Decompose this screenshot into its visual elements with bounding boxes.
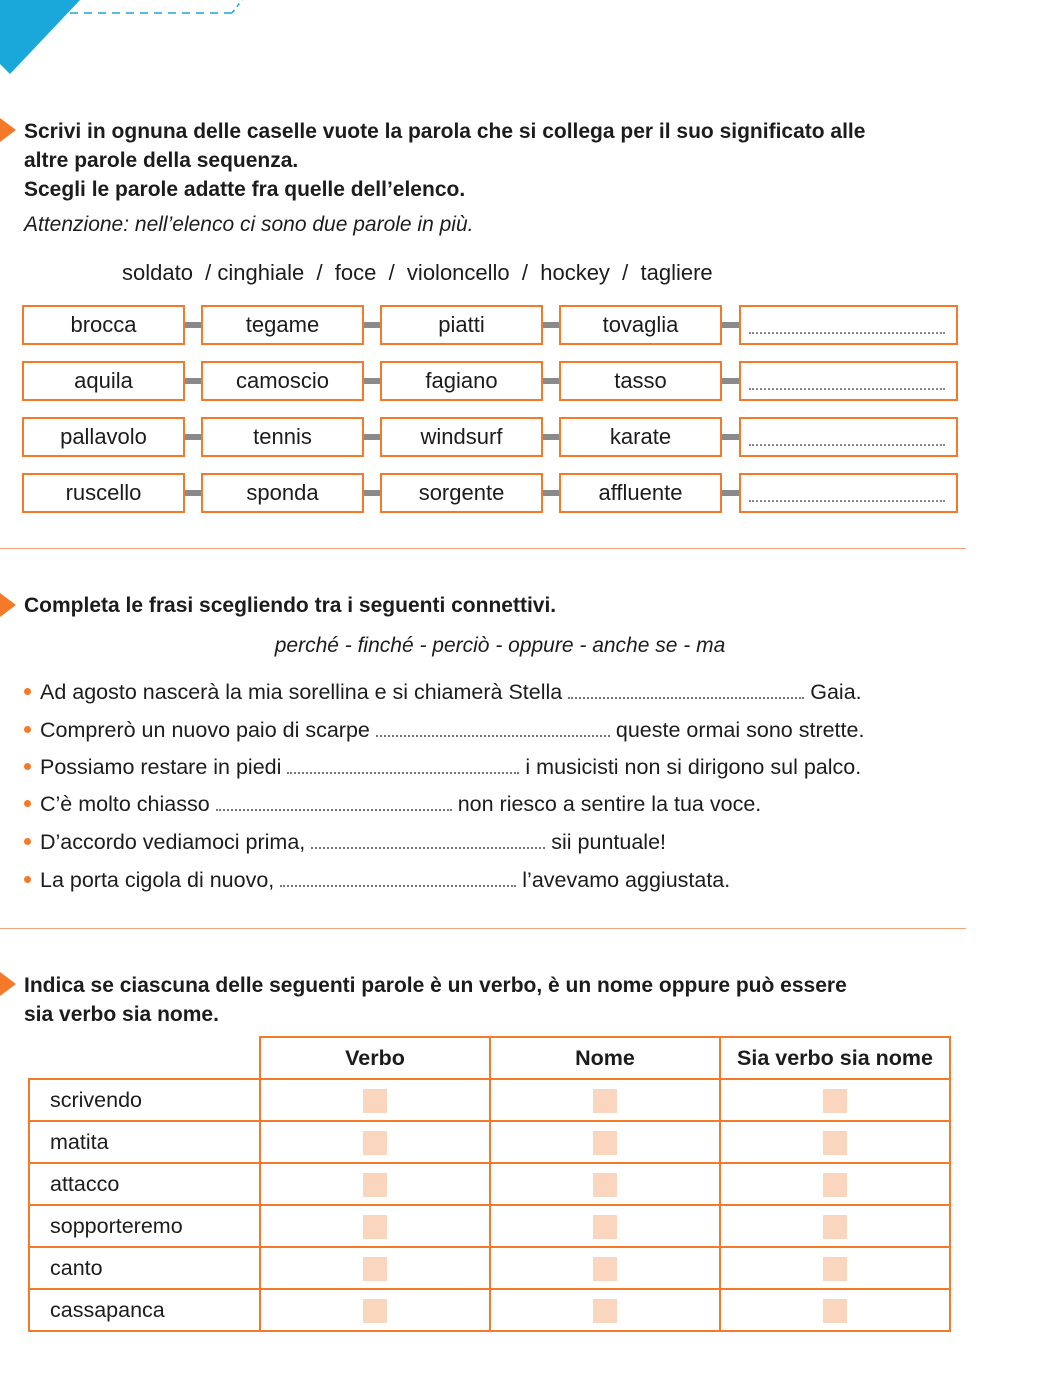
checkbox-nome[interactable] [593,1257,617,1281]
answer-dotted-line [749,388,945,390]
sentence-3-before: Possiamo restare in piedi [40,755,282,779]
connector [722,322,740,328]
checkbox-cell-entrambi [720,1163,950,1205]
sequence-word: tasso [559,361,722,401]
table-row [29,1247,950,1289]
answer-dotted-line [749,444,945,446]
sentence-4-blank[interactable] [216,809,452,811]
bullet-icon [24,763,31,770]
sentence-4-before: C’è molto chiasso [40,792,210,816]
checkbox-entrambi[interactable] [823,1299,847,1323]
corner-decoration [0,0,260,80]
divider [0,928,966,929]
checkbox-entrambi[interactable] [823,1215,847,1239]
bullet-icon [24,838,31,845]
checkbox-cell-nome [490,1289,720,1331]
sentence-5-before: D’accordo vediamoci prima, [40,830,306,854]
checkbox-cell-nome [490,1205,720,1247]
checkbox-cell-verbo [260,1205,490,1247]
checkbox-verbo[interactable] [363,1131,387,1155]
word-cell: sopporteremo [29,1205,260,1247]
sentence-4 [24,792,761,817]
word-cell: scrivendo [29,1079,260,1121]
exercise1-instruction-line2: altre parole della sequenza. [24,149,299,172]
exercise3-instruction-line1: Indica se ciascuna delle seguenti parole è un verbo, è un nome oppure può essere [24,974,847,997]
checkbox-cell-entrambi [720,1121,950,1163]
sequence-word: piatti [380,305,543,345]
sentence-5 [24,830,666,855]
connector [722,434,740,440]
checkbox-entrambi[interactable] [823,1131,847,1155]
bullet-icon [24,726,31,733]
checkbox-cell-entrambi [720,1289,950,1331]
answer-dotted-line [749,500,945,502]
header-verbo: Verbo [260,1037,490,1079]
sentence-6-before: La porta cigola di nuovo, [40,868,275,892]
sentence-5-after: sii puntuale! [551,830,667,854]
checkbox-cell-verbo [260,1247,490,1289]
checkbox-cell-verbo [260,1289,490,1331]
divider [0,548,966,549]
exercise1-instruction-line3: Scegli le parole adatte fra quelle dell’elenco. [24,178,466,201]
checkbox-entrambi[interactable] [823,1089,847,1113]
word-cell: attacco [29,1163,260,1205]
table-row [29,1163,950,1205]
exercise3-instruction-line2: sia verbo sia nome. [24,1003,219,1026]
sentence-3-after: i musicisti non si dirigono sul palco. [525,755,862,779]
table-row [29,1079,950,1121]
answer-box[interactable] [739,305,958,345]
sequence-word: pallavolo [22,417,185,457]
sequence-word: aquila [22,361,185,401]
sequence-word: sponda [201,473,364,513]
sentence-1-after: Gaia. [810,680,862,704]
word-cell: cassapanca [29,1289,260,1331]
checkbox-cell-entrambi [720,1205,950,1247]
checkbox-cell-nome [490,1163,720,1205]
checkbox-entrambi[interactable] [823,1257,847,1281]
checkbox-cell-nome [490,1247,720,1289]
sentence-1-blank[interactable] [568,697,804,699]
sentence-2-before: Comprerò un nuovo paio di scarpe [40,718,370,742]
sentence-3-blank[interactable] [287,772,519,774]
checkbox-cell-entrambi [720,1247,950,1289]
table-row [29,1121,950,1163]
answer-dotted-line [749,332,945,334]
sequence-word: tovaglia [559,305,722,345]
checkbox-cell-verbo [260,1121,490,1163]
sentence-1-before: Ad agosto nascerà la mia sorellina e si chiamerà Stella [40,680,563,704]
sentence-2 [24,718,864,743]
checkbox-nome[interactable] [593,1131,617,1155]
sentence-3 [24,755,861,780]
bullet-icon [24,800,31,807]
sequence-word: fagiano [380,361,543,401]
classification-table [28,1036,951,1332]
checkbox-verbo[interactable] [363,1299,387,1323]
answer-box[interactable] [739,473,958,513]
checkbox-cell-verbo [260,1163,490,1205]
sentence-6-after: l’avevamo aggiustata. [522,868,731,892]
header-sia-verbo-sia-nome: Sia verbo sia nome [720,1037,950,1079]
word-cell: canto [29,1247,260,1289]
sequence-word: brocca [22,305,185,345]
sequence-word: affluente [559,473,722,513]
table-corner [29,1037,260,1079]
sequence-word: tegame [201,305,364,345]
checkbox-entrambi[interactable] [823,1173,847,1197]
connector [722,490,740,496]
answer-box[interactable] [739,361,958,401]
checkbox-nome[interactable] [593,1299,617,1323]
bullet-icon [24,688,31,695]
checkbox-verbo[interactable] [363,1173,387,1197]
checkbox-nome[interactable] [593,1173,617,1197]
checkbox-cell-entrambi [720,1079,950,1121]
sentence-6 [24,868,730,893]
sequence-word: ruscello [22,473,185,513]
word-cell: matita [29,1121,260,1163]
sentence-2-blank[interactable] [376,735,610,737]
checkbox-cell-verbo [260,1079,490,1121]
sentence-4-after: non riesco a sentire la tua voce. [457,792,762,816]
table-row [29,1205,950,1247]
sequence-word: windsurf [380,417,543,457]
bullet-icon [24,876,31,883]
sentence-6-blank[interactable] [280,885,516,887]
checkbox-verbo[interactable] [363,1089,387,1113]
exercise3-arrow-icon [0,972,16,996]
checkbox-nome[interactable] [593,1215,617,1239]
sentence-5-blank[interactable] [311,847,545,849]
sequence-word: sorgente [380,473,543,513]
answer-box[interactable] [739,417,958,457]
connectives-list: perché - finché - perciò - oppure - anche se - ma [274,634,726,657]
header-nome: Nome [490,1037,720,1079]
exercise1-instruction-line1: Scrivi in ognuna delle caselle vuote la parola che si collega per il suo significato alle [24,120,866,143]
sequence-word: karate [559,417,722,457]
checkbox-nome[interactable] [593,1089,617,1113]
checkbox-verbo[interactable] [363,1257,387,1281]
sentence-1 [24,680,862,705]
checkbox-cell-nome [490,1121,720,1163]
exercise1-note: Attenzione: nell’elenco ci sono due parole in più. [24,213,474,236]
sequence-word: camoscio [201,361,364,401]
exercise2-arrow-icon [0,593,16,617]
exercise2-instruction: Completa le frasi scegliendo tra i seguenti connettivi. [24,594,557,617]
connector [722,378,740,384]
checkbox-verbo[interactable] [363,1215,387,1239]
sentence-2-after: queste ormai sono strette. [615,718,865,742]
exercise1-wordlist: soldato / cinghiale / foce / violoncello / hockey / tagliere [122,260,713,285]
table-row [29,1289,950,1331]
exercise1-arrow-icon [0,118,16,142]
checkbox-cell-nome [490,1079,720,1121]
sequence-word: tennis [201,417,364,457]
